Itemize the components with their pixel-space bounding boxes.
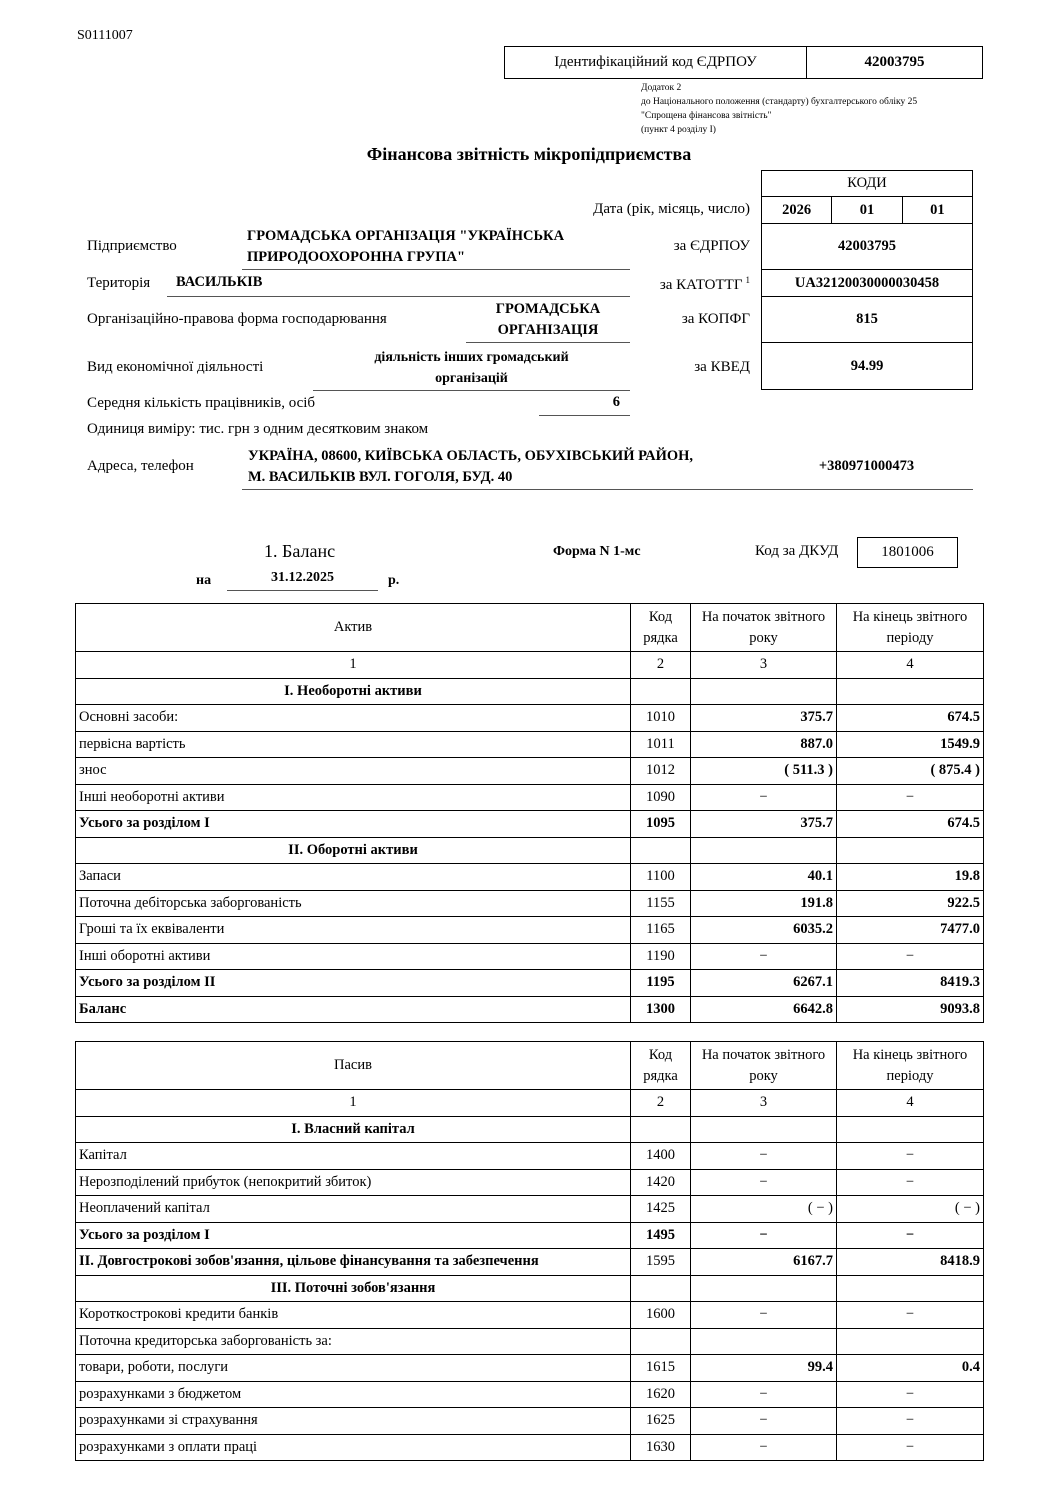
date-prefix: на	[196, 573, 212, 588]
enterprise-line: ПРИРОДООХОРОННА ГРУПА"	[247, 249, 466, 265]
row-code: 1425	[631, 1196, 691, 1223]
row-code: 1620	[631, 1381, 691, 1408]
balance-date: 31.12.2025	[227, 570, 378, 591]
table-row	[76, 1328, 984, 1355]
date-day: 01	[930, 201, 945, 218]
row-code: 1400	[631, 1143, 691, 1170]
balance-title: 1. Баланс	[264, 541, 336, 561]
column-number-row	[76, 1090, 984, 1117]
row-start-value: −	[691, 1143, 837, 1170]
form-number: Форма N 1-мс	[553, 544, 641, 559]
row-end-value: ( − )	[837, 1196, 984, 1223]
assets-table	[75, 603, 984, 1023]
activity-line: організацій	[435, 371, 508, 386]
table-row	[76, 758, 984, 785]
column-number: 3	[691, 1090, 837, 1117]
row-end-value	[837, 837, 984, 864]
row-code: 1625	[631, 1408, 691, 1435]
appendix-line: до Національного положення (стандарту) бухгалтерського обліку 25	[641, 97, 918, 107]
territory-label: Територія	[87, 275, 151, 291]
row-end-value: 19.8	[837, 864, 984, 891]
table-row	[76, 890, 984, 917]
legal-form-line: ГРОМАДСЬКА	[495, 301, 601, 317]
table-row	[76, 917, 984, 944]
column-header: На початок звітного року	[691, 604, 837, 652]
codes-date	[762, 197, 972, 224]
table-row	[76, 1249, 984, 1276]
row-code	[631, 1116, 691, 1143]
column-header: Актив	[76, 604, 631, 652]
row-start-value: −	[691, 1434, 837, 1461]
row-label: Основні засоби:	[76, 705, 631, 732]
row-code: 1100	[631, 864, 691, 891]
row-end-value: 1549.9	[837, 731, 984, 758]
row-label: Усього за розділом I	[76, 811, 631, 838]
row-start-value: 191.8	[691, 890, 837, 917]
row-start-value: −	[691, 784, 837, 811]
table-row	[76, 705, 984, 732]
column-number-row	[76, 652, 984, 679]
date-year: 2026	[762, 197, 832, 223]
row-start-value: −	[691, 1408, 837, 1435]
address-label: Адреса, телефон	[87, 458, 194, 474]
table-row	[76, 1222, 984, 1249]
row-label: Гроші та їх еквіваленти	[76, 917, 631, 944]
kopfg-label: за КОПФГ	[681, 311, 750, 327]
row-code: 1420	[631, 1169, 691, 1196]
row-label: розрахунками зі страхування	[76, 1408, 631, 1435]
edrpou-box-label: Ідентифікаційний код ЄДРПОУ	[505, 47, 807, 78]
row-label: II. Оборотні активи	[76, 837, 631, 864]
legal-form-label: Організаційно-правова форма господарювання	[87, 311, 387, 327]
row-label: Поточна кредиторська заборгованість за:	[76, 1328, 631, 1355]
row-end-value: −	[837, 1434, 984, 1461]
code-katottg: UA32120030000030458	[762, 270, 972, 297]
appendix-line: "Спрощена фінансова звітність"	[641, 111, 772, 121]
row-label: первісна вартість	[76, 731, 631, 758]
column-number: 4	[837, 652, 984, 679]
row-label: Інші необоротні активи	[76, 784, 631, 811]
row-start-value: 6642.8	[691, 996, 837, 1023]
unit-note: Одиниця виміру: тис. грн з одним десятковим знаком	[87, 421, 429, 437]
edrpou-code-label: за ЄДРПОУ	[673, 238, 750, 254]
table-header-row	[76, 1042, 984, 1090]
row-start-value: −	[691, 943, 837, 970]
row-start-value: 99.4	[691, 1355, 837, 1382]
row-end-value: −	[837, 1222, 984, 1249]
table-row	[76, 1116, 984, 1143]
row-end-value: −	[837, 1302, 984, 1329]
row-start-value: ( − )	[691, 1196, 837, 1223]
row-code: 1495	[631, 1222, 691, 1249]
row-code: 1090	[631, 784, 691, 811]
row-code: 1165	[631, 917, 691, 944]
table-row	[76, 784, 984, 811]
katottg-label	[660, 275, 750, 294]
enterprise-label: Підприємство	[87, 238, 177, 254]
codes-header: КОДИ	[762, 171, 972, 197]
row-label: II. Довгострокові зобов'язання, цільове фінансування та забезпечення	[76, 1249, 631, 1276]
column-header: На початок звітного року	[691, 1042, 837, 1090]
activity-value	[313, 347, 630, 391]
row-label: розрахунками з бюджетом	[76, 1381, 631, 1408]
row-end-value: 674.5	[837, 705, 984, 732]
row-label: I. Необоротні активи	[76, 678, 631, 705]
table-row	[76, 1355, 984, 1382]
row-code: 1615	[631, 1355, 691, 1382]
row-start-value: −	[691, 1381, 837, 1408]
table-row	[76, 731, 984, 758]
column-header: Код рядка	[631, 604, 691, 652]
enterprise-value	[242, 226, 630, 270]
table-row	[76, 1143, 984, 1170]
row-end-value: 922.5	[837, 890, 984, 917]
row-end-value: −	[837, 1143, 984, 1170]
row-end-value: 674.5	[837, 811, 984, 838]
column-header: На кінець звітного періоду	[837, 1042, 984, 1090]
column-header: Пасив	[76, 1042, 631, 1090]
row-start-value: −	[691, 1169, 837, 1196]
row-start-value: −	[691, 1222, 837, 1249]
table-row	[76, 1275, 984, 1302]
row-label: Усього за розділом II	[76, 970, 631, 997]
employees-label: Середня кількість працівників, осіб	[87, 395, 316, 411]
row-start-value	[691, 837, 837, 864]
column-header: На кінець звітного періоду	[837, 604, 984, 652]
legal-form-line: ОРГАНІЗАЦІЯ	[497, 322, 599, 338]
column-number: 2	[631, 652, 691, 679]
row-end-value: 8419.3	[837, 970, 984, 997]
table-row	[76, 1434, 984, 1461]
column-number: 1	[76, 1090, 631, 1117]
table-row	[76, 1408, 984, 1435]
appendix-line: Додаток 2	[641, 83, 682, 93]
table-row	[76, 1302, 984, 1329]
row-code: 1300	[631, 996, 691, 1023]
row-end-value: −	[837, 1408, 984, 1435]
row-start-value: 6167.7	[691, 1249, 837, 1276]
row-start-value: 375.7	[691, 811, 837, 838]
row-label: III. Поточні зобов'язання	[76, 1275, 631, 1302]
edrpou-box-value: 42003795	[864, 54, 925, 70]
edrpou-box	[504, 46, 983, 79]
column-number: 2	[631, 1090, 691, 1117]
activity-label: Вид економічної діяльності	[87, 359, 264, 375]
employees-value: 6	[539, 394, 630, 416]
enterprise-line: ГРОМАДСЬКА ОРГАНІЗАЦІЯ "УКРАЇНСЬКА	[247, 228, 565, 244]
row-label: товари, роботи, послуги	[76, 1355, 631, 1382]
row-code: 1190	[631, 943, 691, 970]
table-row	[76, 837, 984, 864]
row-code: 1012	[631, 758, 691, 785]
row-start-value: 40.1	[691, 864, 837, 891]
row-start-value: 375.7	[691, 705, 837, 732]
column-number: 3	[691, 652, 837, 679]
row-label: Запаси	[76, 864, 631, 891]
row-start-value	[691, 678, 837, 705]
row-end-value: ( 875.4 )	[837, 758, 984, 785]
table-row	[76, 1196, 984, 1223]
row-end-value	[837, 678, 984, 705]
row-start-value	[691, 1116, 837, 1143]
row-start-value: −	[691, 1302, 837, 1329]
row-start-value	[691, 1275, 837, 1302]
katottg-label-text: за КАТОТТГ	[659, 277, 743, 293]
row-start-value	[691, 1328, 837, 1355]
row-label: Нерозподілений прибуток (непокритий збиток)	[76, 1169, 631, 1196]
table-row	[76, 996, 984, 1023]
address-value	[248, 446, 693, 488]
row-label: Усього за розділом I	[76, 1222, 631, 1249]
dkud-code: 1801006	[857, 537, 958, 568]
row-end-value	[837, 1328, 984, 1355]
date-suffix: р.	[388, 573, 400, 588]
phone-value: +380971000473	[818, 458, 915, 474]
row-code: 1630	[631, 1434, 691, 1461]
row-end-value	[837, 1275, 984, 1302]
appendix-line: (пункт 4 розділу I)	[641, 125, 716, 135]
row-code	[631, 1328, 691, 1355]
row-label: Поточна дебіторська заборгованість	[76, 890, 631, 917]
row-start-value: 887.0	[691, 731, 837, 758]
row-code: 1155	[631, 890, 691, 917]
row-label: I. Власний капітал	[76, 1116, 631, 1143]
date-month: 01	[832, 197, 902, 223]
row-code	[631, 837, 691, 864]
row-code: 1010	[631, 705, 691, 732]
row-code	[631, 1275, 691, 1302]
table-row	[76, 943, 984, 970]
row-start-value: ( 511.3 )	[691, 758, 837, 785]
row-label: Короткострокові кредити банків	[76, 1302, 631, 1329]
table-row	[76, 678, 984, 705]
row-code: 1195	[631, 970, 691, 997]
row-start-value: 6267.1	[691, 970, 837, 997]
row-end-value: −	[837, 784, 984, 811]
row-end-value: 7477.0	[837, 917, 984, 944]
table-row	[76, 970, 984, 997]
column-number: 4	[837, 1090, 984, 1117]
table-row	[76, 811, 984, 838]
table-row	[76, 1169, 984, 1196]
row-end-value	[837, 1116, 984, 1143]
row-end-value: 0.4	[837, 1355, 984, 1382]
table-header-row	[76, 604, 984, 652]
column-header: Код рядка	[631, 1042, 691, 1090]
code-kved: 94.99	[850, 357, 884, 374]
address-line: М. ВАСИЛЬКІВ ВУЛ. ГОГОЛЯ, БУД. 40	[248, 469, 513, 485]
row-label: Інші оборотні активи	[76, 943, 631, 970]
table-row	[76, 864, 984, 891]
date-label: Дата (рік, місяць, число)	[593, 201, 750, 217]
kved-label: за КВЕД	[694, 359, 750, 375]
row-end-value: 9093.8	[837, 996, 984, 1023]
row-code: 1595	[631, 1249, 691, 1276]
row-label: знос	[76, 758, 631, 785]
row-end-value: −	[837, 1381, 984, 1408]
address-line: УКРАЇНА, 08600, КИЇВСЬКА ОБЛАСТЬ, ОБУХІВСЬКИЙ РАЙОН,	[248, 448, 694, 464]
column-number: 1	[76, 652, 631, 679]
row-end-value: 8418.9	[837, 1249, 984, 1276]
code-edrpou: 42003795	[762, 224, 972, 270]
territory-value: ВАСИЛЬКІВ	[167, 274, 630, 297]
row-label: Баланс	[76, 996, 631, 1023]
row-label: Неоплачений капітал	[76, 1196, 631, 1223]
liabilities-table	[75, 1041, 984, 1461]
page-title: Фінансова звітність мікропідприємства	[366, 144, 692, 164]
row-code	[631, 678, 691, 705]
code-kopfg: 815	[762, 297, 972, 343]
dkud-label: Код за ДКУД	[755, 543, 839, 559]
row-code: 1011	[631, 731, 691, 758]
row-label: Капітал	[76, 1143, 631, 1170]
row-end-value: −	[837, 1169, 984, 1196]
row-end-value: −	[837, 943, 984, 970]
table-row	[76, 1381, 984, 1408]
row-code: 1095	[631, 811, 691, 838]
codes-grid	[761, 170, 973, 390]
form-code: S0111007	[77, 28, 133, 43]
activity-line: діяльність інших громадський	[374, 350, 569, 365]
legal-form-value	[466, 299, 630, 343]
appendix-note	[641, 81, 917, 137]
row-code: 1600	[631, 1302, 691, 1329]
footnote-marker: 1	[745, 275, 750, 285]
row-start-value: 6035.2	[691, 917, 837, 944]
row-label: розрахунками з оплати праці	[76, 1434, 631, 1461]
